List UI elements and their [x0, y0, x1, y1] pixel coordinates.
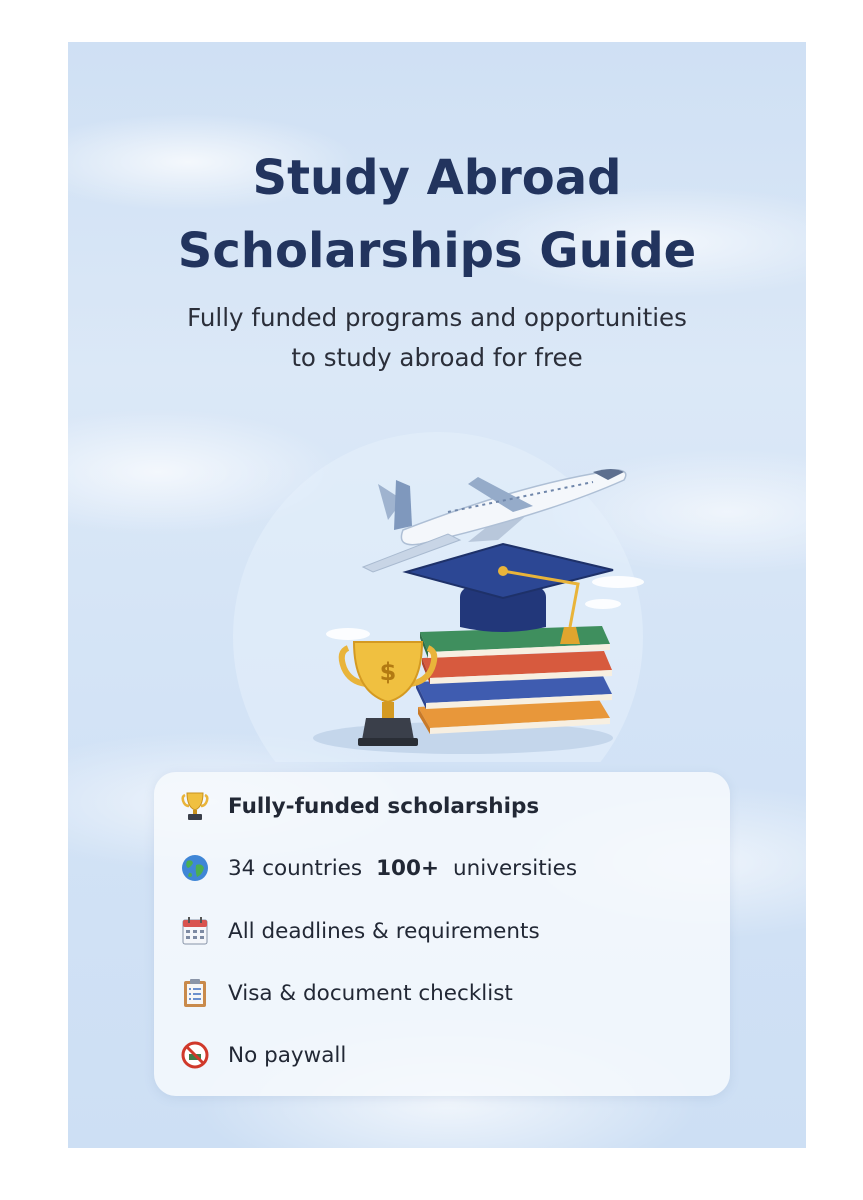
scholarship-illustration — [198, 422, 698, 762]
no-entry-icon — [178, 1038, 212, 1072]
globe-icon — [178, 851, 212, 885]
feature-row-visa — [178, 973, 513, 1013]
feature-text-universities-count: 100+ — [376, 855, 439, 881]
cloud-small-2 — [592, 576, 644, 588]
books-stack-icon — [416, 626, 612, 734]
calendar-icon — [178, 914, 212, 948]
feature-text-scholarships: Fully-funded scholarships — [228, 793, 540, 819]
feature-row-paywall — [178, 1035, 346, 1075]
feature-row-deadlines — [178, 911, 540, 951]
cloud-small-3 — [585, 599, 621, 609]
clipboard-icon — [178, 976, 212, 1010]
feature-text-universities: universities — [453, 855, 578, 881]
page-title — [68, 142, 806, 288]
feature-text-paywall: No paywall — [228, 1042, 347, 1068]
trophy-icon — [178, 789, 212, 823]
cloud-small-1 — [326, 628, 370, 640]
subtitle-line-2: to study abroad for free — [291, 343, 583, 372]
features-card — [154, 772, 730, 1096]
feature-row-scholarships — [178, 786, 539, 826]
title-line-2: Scholarships Guide — [177, 222, 697, 279]
poster — [68, 42, 806, 1148]
feature-text-requirements: requirements — [395, 918, 540, 944]
title-line-1: Study Abroad — [252, 150, 622, 206]
feature-row-countries — [178, 848, 577, 888]
trophy-dollar-sign: $ — [379, 658, 397, 686]
feature-text-visa: Visa & document checklist — [228, 980, 513, 1006]
feature-text-countries: 34 countries — [228, 855, 363, 881]
feature-text-deadlines: All deadlines & — [228, 918, 389, 944]
subtitle-line-1: Fully funded programs and opportunities — [187, 303, 687, 332]
subtitle — [68, 298, 806, 378]
